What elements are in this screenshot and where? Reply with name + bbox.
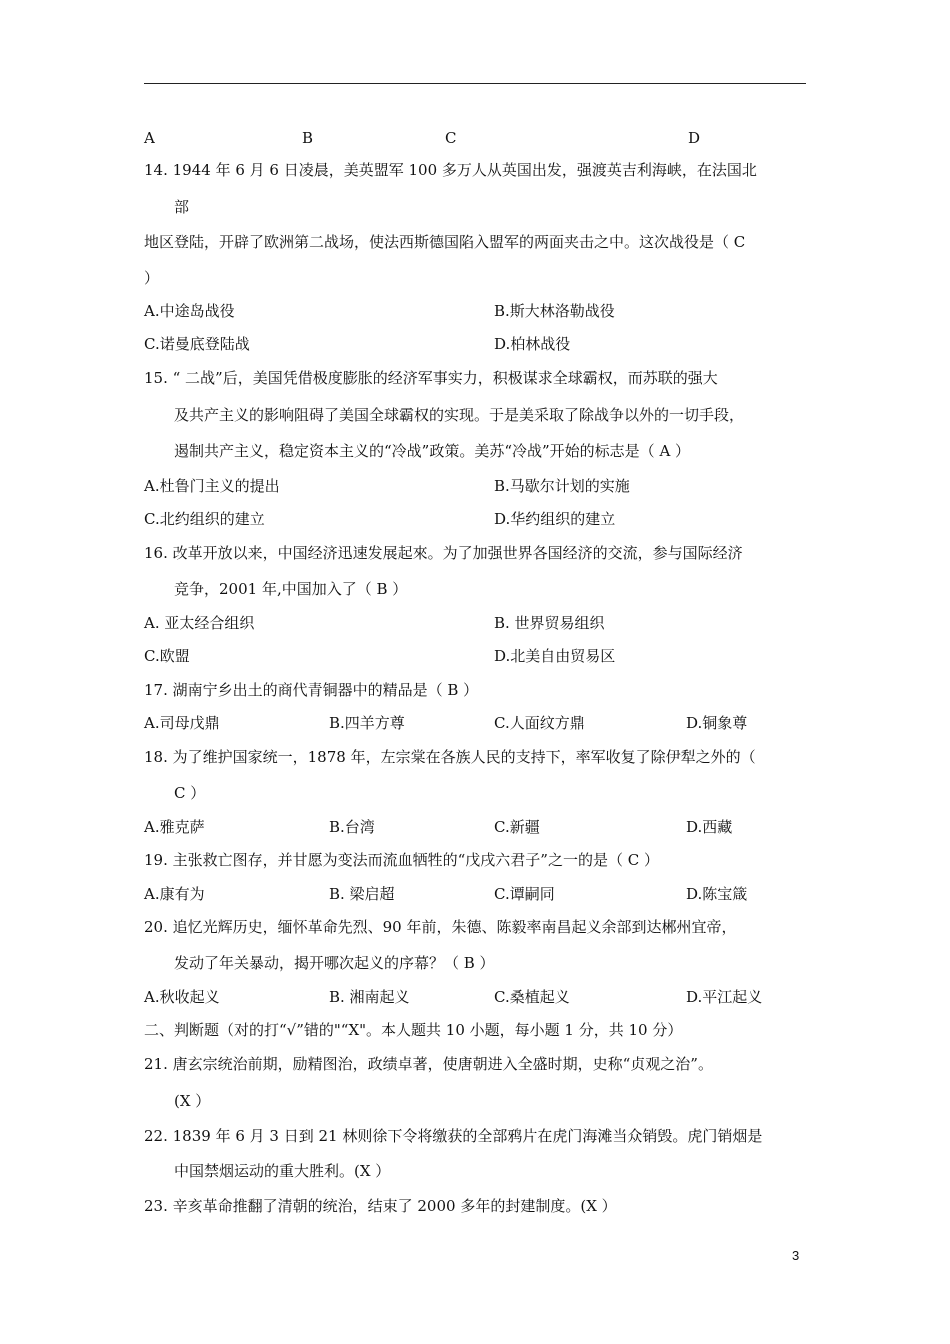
- q20-option-d: D.平江起义: [686, 988, 763, 1006]
- q20-option-c: C.桑植起义: [494, 988, 570, 1006]
- q14-option-a: A.中途岛战役: [144, 302, 235, 320]
- q16-line-2: 竞争，2001 年,中国加入了（ B ）: [174, 580, 408, 598]
- q19-line-1: 19. 主张救亡图存，并甘愿为变法而流血牺牲的“戊戌六君子”之一的是（ C ）: [144, 851, 659, 869]
- q16-option-c: C.欧盟: [144, 647, 190, 665]
- q22-line-2: 中国禁烟运动的重大胜利。(X ）: [174, 1162, 391, 1180]
- q15-line-3: 遏制共产主义，稳定资本主义的“冷战”政策。美苏“冷战”开始的标志是（ A ）: [174, 442, 691, 460]
- q18-option-d: D.西藏: [686, 818, 733, 836]
- q16-option-a: A. 亚太经合组织: [144, 614, 255, 632]
- q20-line-1: 20. 追忆光辉历史，缅怀革命先烈、90 年前，朱德、陈毅率南昌起义余部到达郴州宜帝，: [144, 918, 737, 936]
- image-option-c: C: [445, 129, 457, 147]
- q16-line-1: 16. 改革开放以来，中国经济迅速发展起來。为了加强世界各国经济的交流，参与国际经济: [144, 544, 743, 562]
- q21-line-1: 21. 唐玄宗统治前期，励精图治，政绩卓著，使唐朝进入全盛时期，史称“贞观之治”。: [144, 1055, 713, 1073]
- q16-option-b: B. 世界贸易组织: [494, 614, 605, 632]
- q18-line-1: 18. 为了维护国家统一，1878 年，左宗棠在各族人民的支持下，率军收复了除伊犁之外的（: [144, 748, 756, 766]
- q14-line-2: 部: [174, 198, 190, 216]
- image-option-b: B: [302, 129, 314, 147]
- q19-option-c: C.谭嗣同: [494, 885, 555, 903]
- q20-option-a: A.秋收起义: [144, 988, 220, 1006]
- q14-option-b: B.斯大林洛勒战役: [494, 302, 615, 320]
- q18-option-b: B.台湾: [329, 818, 375, 836]
- page-number: 3: [792, 1248, 800, 1263]
- q20-option-b: B. 湘南起义: [329, 988, 410, 1006]
- q15-option-a: A.杜鲁门主义的提出: [144, 477, 280, 495]
- q19-option-b: B. 梁启超: [329, 885, 395, 903]
- q20-line-2: 发动了年关暴动，揭开哪次起义的序幕？（ B ）: [174, 954, 495, 972]
- q14-option-d: D.柏林战役: [494, 335, 571, 353]
- q14-line-4: ）: [144, 269, 160, 287]
- q15-line-2: 及共产主义的影响阻碍了美国全球霸权的实现。于是美采取了除战争以外的一切手段，: [174, 406, 745, 424]
- q17-line-1: 17. 湖南宁乡出土的商代青铜器中的精品是（ B ）: [144, 681, 479, 699]
- q14-option-c: C.诺曼底登陆战: [144, 335, 250, 353]
- q15-option-c: C.北约组织的建立: [144, 510, 265, 528]
- q17-option-a: A.司母戊鼎: [144, 714, 220, 732]
- q16-option-d: D.北美自由贸易区: [494, 647, 616, 665]
- q14-line-1: 14. 1944 年 6 月 6 日凌晨，美英盟军 100 多万人从英国出发，强渡英吉利海峡，在法国北: [144, 161, 757, 179]
- q18-line-2: C ）: [174, 784, 206, 802]
- q15-line-1: 15. “ 二战”后，美国凭借极度膨胀的经济军事实力，积极谋求全球霸权，而苏联的强大: [144, 369, 718, 387]
- q17-option-d: D.铜象尊: [686, 714, 748, 732]
- q17-option-c: C.人面纹方鼎: [494, 714, 585, 732]
- image-option-d: D: [688, 129, 701, 147]
- q19-option-a: A.康有为: [144, 885, 205, 903]
- q15-option-d: D.华约组织的建立: [494, 510, 616, 528]
- q18-option-a: A.雅克萨: [144, 818, 205, 836]
- q22-line-1: 22. 1839 年 6 月 3 日到 21 林则徐下令将缴获的全部鸦片在虎门海滩当众销毁。虎门销烟是: [144, 1127, 763, 1145]
- q15-option-b: B.马歇尔计划的实施: [494, 477, 630, 495]
- q21-line-2: (X ）: [174, 1092, 211, 1110]
- q14-line-3: 地区登陆，开辟了欧洲第二战场，使法西斯德国陷入盟军的两面夹击之中。这次战役是（ C: [144, 233, 746, 251]
- q18-option-c: C.新疆: [494, 818, 540, 836]
- header-rule: [144, 83, 806, 84]
- q17-option-b: B.四羊方尊: [329, 714, 405, 732]
- section-two-heading: 二、判断题（对的打“√”错的"“X"。本人题共 10 小题，每小题 1 分，共 10 分）: [144, 1021, 683, 1039]
- image-option-a: A: [144, 129, 155, 147]
- q23-line-1: 23. 辛亥革命推翻了清朝的统治，结束了 2000 多年的封建制度。(X ）: [144, 1197, 617, 1215]
- q19-option-d: D.陈宝箴: [686, 885, 748, 903]
